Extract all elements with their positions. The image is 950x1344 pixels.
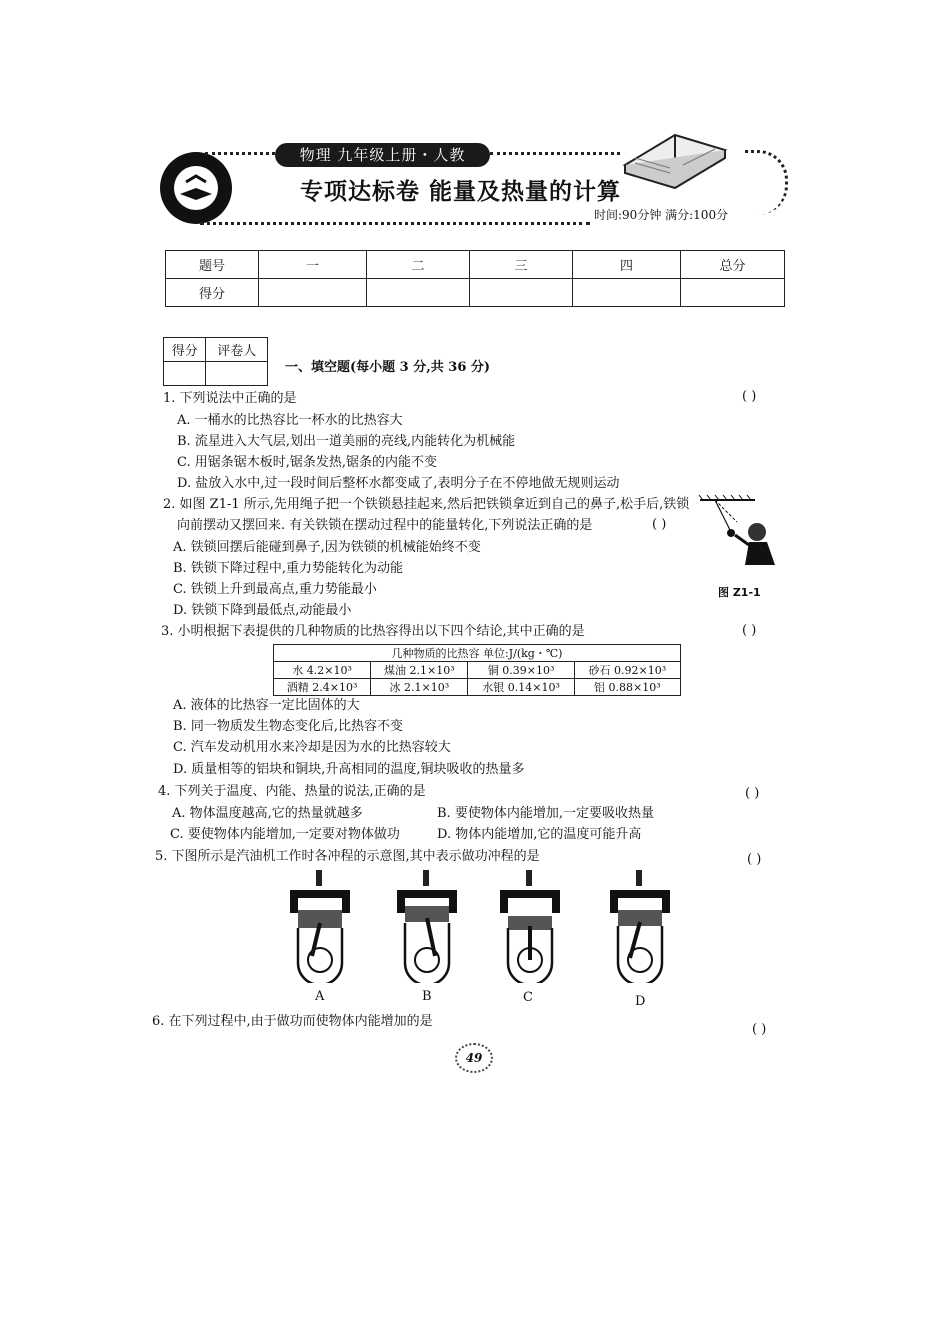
paper-title: 专项达标卷 能量及热量的计算 <box>300 179 622 205</box>
score-cell: 题号 <box>166 251 259 279</box>
option-b: B. 同一物质发生物态变化后,比热容不变 <box>173 719 403 734</box>
option-c: C. 要使物体内能增加,一定要对物体做功 <box>170 827 400 842</box>
answer-bracket[interactable]: ( ) <box>745 786 760 801</box>
score-input-cell[interactable] <box>367 279 470 307</box>
time-info: 时间:90分钟 满分:100分 <box>594 208 729 222</box>
score-table-score-row <box>166 279 785 307</box>
subject-banner: 物理 九年级上册・人教 <box>275 143 490 167</box>
score-table <box>165 250 785 307</box>
grader-table <box>163 337 268 386</box>
engine-diagram-c <box>490 868 570 983</box>
figure-caption: 图 Z1-1 <box>718 586 761 599</box>
option-d: D. 铁锁下降到最低点,动能最小 <box>173 603 352 618</box>
publisher-logo-center <box>174 166 218 210</box>
option-d: D. 盐放入水中,过一段时间后整杯水都变咸了,表明分子在不停地做无规则运动 <box>177 476 620 491</box>
engine-label-c: C <box>523 990 533 1005</box>
question-5-stem: 5. 下图所示是汽油机工作时各冲程的示意图,其中表示做功冲程的是 <box>155 849 540 864</box>
table-cell: 煤油 2.1×10³ <box>371 662 468 679</box>
table-cell: 酒精 2.4×10³ <box>274 679 371 696</box>
score-cell: 一 <box>259 251 367 279</box>
answer-bracket[interactable]: ( ) <box>747 852 762 867</box>
table-cell: 水 4.2×10³ <box>274 662 371 679</box>
option-c: C. 用锯条锯木板时,锯条发热,锯条的内能不变 <box>177 455 438 470</box>
question-2-stem-cont: 向前摆动又摆回来. 有关铁锁在摆动过程中的能量转化,下列说法正确的是 <box>177 518 593 533</box>
table-cell: 冰 2.1×10³ <box>371 679 468 696</box>
option-b: B. 要使物体内能增加,一定要吸收热量 <box>437 806 654 821</box>
option-a: A. 铁锁回摆后能碰到鼻子,因为铁锁的机械能始终不变 <box>173 540 481 555</box>
option-a: A. 物体温度越高,它的热量就越多 <box>172 806 363 821</box>
option-b: B. 流星进入大气层,划出一道美丽的亮线,内能转化为机械能 <box>177 434 516 449</box>
engine-diagram-d <box>600 868 680 983</box>
section-title: 一、填空题(每小题 3 分,共 36 分) <box>285 360 491 375</box>
table-row <box>274 662 681 679</box>
grader-score-cell[interactable] <box>164 362 206 386</box>
option-a: A. 液体的比热容一定比固体的大 <box>173 698 360 713</box>
question-6-stem: 6. 在下列过程中,由于做功而使物体内能增加的是 <box>152 1014 433 1029</box>
table-cell: 铝 0.88×10³ <box>574 679 680 696</box>
option-c: C. 铁锁上升到最高点,重力势能最小 <box>173 582 377 597</box>
engine-diagram-a <box>280 868 360 983</box>
answer-bracket[interactable]: ( ) <box>652 517 667 532</box>
table-cell: 铜 0.39×10³ <box>468 662 574 679</box>
table-header: 几种物质的比热容 单位:J/(kg・℃) <box>274 645 681 662</box>
header-dots-right <box>490 152 620 155</box>
book-icon <box>174 166 218 210</box>
question-3-stem: 3. 小明根据下表提供的几种物质的比热容得出以下四个结论,其中正确的是 <box>161 624 585 639</box>
engine-label-a: A <box>315 989 325 1004</box>
grader-score-label: 得分 <box>164 338 206 362</box>
score-input-cell[interactable] <box>681 279 785 307</box>
option-a: A. 一桶水的比热容比一杯水的比热容大 <box>177 413 403 428</box>
score-cell: 得分 <box>166 279 259 307</box>
header-dots-curve <box>745 150 788 215</box>
question-4-stem: 4. 下列关于温度、内能、热量的说法,正确的是 <box>158 784 426 799</box>
option-b: B. 铁锁下降过程中,重力势能转化为动能 <box>173 561 403 576</box>
table-row <box>274 679 681 696</box>
score-input-cell[interactable] <box>573 279 681 307</box>
header-dots-bottom <box>200 222 590 225</box>
specific-heat-table <box>273 644 681 696</box>
option-c: C. 汽车发动机用水来冷却是因为水的比热容较大 <box>173 740 451 755</box>
table-cell: 水银 0.14×10³ <box>468 679 574 696</box>
pendulum-figure <box>695 490 790 570</box>
table-cell: 砂石 0.92×10³ <box>574 662 680 679</box>
answer-bracket[interactable]: ( ) <box>742 389 757 404</box>
score-table-header-row <box>166 251 785 279</box>
header-dots-left <box>205 152 275 155</box>
question-1-stem: 1. 下列说法中正确的是 <box>163 391 297 406</box>
score-cell: 三 <box>470 251 573 279</box>
score-input-cell[interactable] <box>470 279 573 307</box>
score-input-cell[interactable] <box>259 279 367 307</box>
option-d: D. 物体内能增加,它的温度可能升高 <box>437 827 642 842</box>
grader-name-label: 评卷人 <box>206 338 268 362</box>
question-2-stem: 2. 如图 Z1-1 所示,先用绳子把一个铁锁悬挂起来,然后把铁锁拿近到自己的鼻子,松手后,铁锁 <box>163 497 690 512</box>
engine-diagram-b <box>387 868 467 983</box>
answer-bracket[interactable]: ( ) <box>742 623 757 638</box>
option-d: D. 质量相等的铝块和铜块,升高相同的温度,铜块吸收的热量多 <box>173 762 525 777</box>
score-cell: 二 <box>367 251 470 279</box>
grader-name-cell[interactable] <box>206 362 268 386</box>
engine-label-b: B <box>422 989 432 1004</box>
answer-bracket[interactable]: ( ) <box>752 1022 767 1037</box>
score-cell: 四 <box>573 251 681 279</box>
open-book-icon <box>615 125 735 195</box>
score-cell: 总分 <box>681 251 785 279</box>
engine-label-d: D <box>635 994 646 1009</box>
page-number: 49 <box>455 1043 493 1073</box>
